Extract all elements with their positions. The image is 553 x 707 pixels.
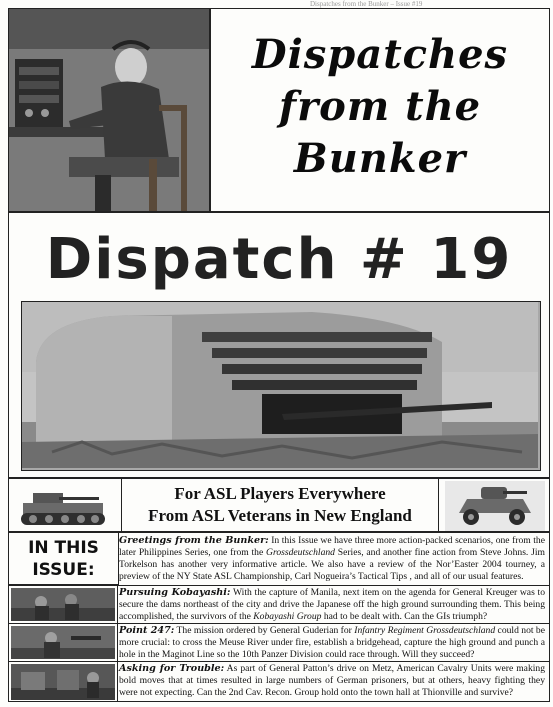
contents-item-text: Pursuing Kobayashi: With the capture of Manila, next item on the agenda for General Kreuger was to secure the dams northeast of the city and drive the Japanese off the high ground surrounding them. This being accomplished, the survivors of the Kobayashi Group had to be dealt with. Can the GIs triumph? xyxy=(119,587,545,622)
tagline-line-1: For ASL Players Everywhere xyxy=(174,484,386,503)
issue-number-title: Dispatch # 19 xyxy=(45,227,513,292)
contents-item-text: Point 247: The mission ordered by General Guderian for Infantry Regiment Grossdeutschland could not be more crucial: to cross the Meuse River under fire, establish a bridgehead, capture the high ground and punch a hole in the Maginot Line so the 10th Panzer Division could race through. Will they succeed? xyxy=(119,625,545,660)
contents-item-asking-for-trouble xyxy=(9,661,549,702)
masthead-box xyxy=(210,8,550,212)
armored-car-icon xyxy=(445,481,545,531)
masthead-title xyxy=(211,29,549,185)
contents-item-heading: Pursuing Kobayashi: xyxy=(119,587,231,598)
contents-item-heading: Point 247: xyxy=(119,625,175,636)
scenario-thumbnail xyxy=(11,664,115,700)
contents-section xyxy=(8,532,550,702)
light-tank-icon xyxy=(15,483,115,529)
scenario-thumbnail xyxy=(11,588,115,621)
masthead-line-3: Bunker xyxy=(293,135,467,182)
faint-header-text: Dispatches from the Bunker – Issue #19 xyxy=(310,0,423,8)
tagline-line-2: From ASL Veterans in New England xyxy=(148,506,412,525)
tagline xyxy=(121,479,439,531)
contents-item-point-247 xyxy=(9,623,549,661)
contents-item-text: Asking for Trouble: As part of General Patton’s drive on Metz, American Cavalry Units were making bold moves that at times resulted in large numbers of German prisoners, but at others, heavy fighting they were not expecting. Can the 2nd Cav. Recon. Group hold onto the town hall at Thionville and survive? xyxy=(119,663,545,698)
masthead-line-2: from the xyxy=(278,83,482,130)
in-this-issue-label: IN THIS ISSUE: xyxy=(9,533,119,585)
radio-operator-photo xyxy=(8,8,210,212)
bunker-photo xyxy=(21,301,541,471)
scenario-thumbnail xyxy=(11,626,115,659)
issue-banner xyxy=(8,212,550,478)
contents-item-heading: Asking for Trouble: xyxy=(119,663,225,674)
contents-item-heading: Greetings from the Bunker: xyxy=(119,535,269,546)
tagline-box xyxy=(8,478,550,532)
contents-item-text: Greetings from the Bunker: In this Issue we have three more action-packed scenarios, one from the later Philippines Series, one from the Grossdeutschland Series, and another fine action from Steve Johns. Jim Torkelson has another very informative article. We also have a review of the Nor’Easter 2004 tourney, a preview of the NY State ASL Championship, Carl Nogueira’s Tactical Tips , and all of our usual features. xyxy=(119,535,545,582)
masthead-line-1: Dispatches xyxy=(251,31,509,78)
contents-item-pursuing-kobayashi xyxy=(9,585,549,623)
